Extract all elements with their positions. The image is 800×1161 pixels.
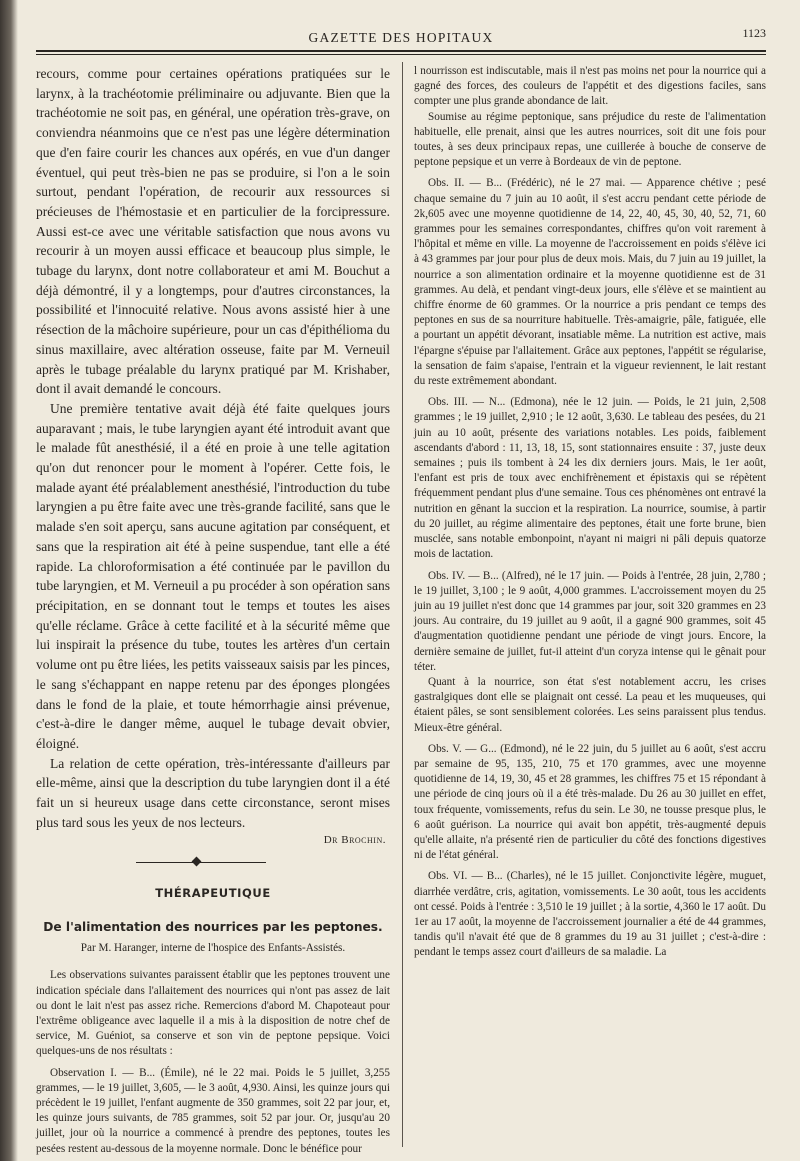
author-signature: Dr Brochin. [323, 834, 386, 847]
running-title: GAZETTE DES HOPITAUX [308, 30, 494, 45]
peptone-article-start [36, 968, 390, 1156]
page-number: 1123 [742, 26, 766, 40]
running-head [36, 22, 766, 52]
observation-paragraph: Obs. VI. — B... (Charles), né le 15 juillet. Conjonctivite légère, muguet, diarrhée verdâtre, cris, agitation, vomissements. Le 30 août, tous les accidents ont cessé. Poids à l'entrée : 3,510 le 19 juillet ; à la sortie, 4,360 le 17 août. Du 1er au 17 août, la moyenne de l'accroissement journalier a été de 44 grammes, tandis qu'il n'avait été que de 8 grammes du 19 au 31 juillet ; c'est-à-dire : pendant le temps assez court d'ailleurs de sa maladie. La [414, 870, 766, 959]
observation-paragraph: Observation I. — B... (Émile), né le 22 mai. Poids le 5 juillet, 3,255 grammes, — le 19 juillet, 3,605, — le 3 août, 4,930. Ainsi, les quinze jours qui précèdent le 19 juillet, l'enfant augmente de 350 grammes, soit 22 par jour, et, les quinze jours suivants, de 785 grammes, soit 52 par jour. Or, jusqu'au 20 juillet, jour où la nourrice a commencé à prendre des peptones, toutes les pesées restent au-dessous de la moyenne normale. Donc le bénéfice pour [36, 1066, 390, 1155]
observation-paragraph: Obs. III. — N... (Edmona), née le 12 juin. — Poids, le 21 juin, 2,508 grammes ; le 19 juillet, 2,910 ; le 12 août, 3,630. Le tableau des pesées, du 21 juin au 10 août, présente des variations notables. Les poids, faiblement ascendants d'abord : 11, 13, 18, 15, sont stationnaires ensuite : 37, juste deux semaines ; puis ils tombent à 24 les dix derniers jours. Mais, le 1er août, l'enfant est pris de toux avec enchifrènement et épistaxis qui se répètent fréquemment pendant plus d'une semaine. Tous ces phénomènes ont entravé la nutrition en gênant la succion et la respiration. La nourrice, soumise, à partir du 20 juillet, au régime alimentaire des peptones, était une forte brune, bien musclée, sans notable embonpoint, n'ayant ni maigri ni pâli depuis quatorze mois de lactation. [414, 396, 766, 561]
column-divider [402, 62, 403, 1147]
observation-paragraph: Obs. IV. — B... (Alfred), né le 17 juin. — Poids à l'entrée, 28 juin, 2,780 ; le 19 juillet, 3,100 ; le 9 août, 4,000 grammes. L'accroissement moyen du 25 juin au 19 juillet n'est donc que 14 grammes par jour, soit 320 grammes en 23 jours. Au contraire, du 19 juillet au 9 août, il a gagné 900 grammes, soit 45 d'augmentation quotidienne pendant une période de vingt jours. Encore, la dernière semaine de juillet, fut-il atteint d'un coryza intense qui le gênait pour téter. [414, 569, 766, 673]
observation-paragraph: Obs. II. — B... (Frédéric), né le 27 mai. — Apparence chétive ; pesé chaque semaine du 7 juin au 10 août, il s'est accru pendant cette période de 2k,605 avec une moyenne quotidienne de 14, 22, 40, 45, 30, 40, 52, 71, 60 grammes pour les semaines correspondantes, chiffres qu'on voit rarement à l'hôpital et même en ville. La moyenne de l'accroissement en poids s'élève ici à 43 grammes par jour pour plus de deux mois. Mais, du 7 juin au 19 juillet, la nourrice a son alimentation ordinaire et la moyenne quotidienne est de 31 grammes. Au delà, et pendant vingt-deux jours, elle s'élève et se maintient au chiffre énorme de 60 grammes. Or la nourrice a pris pendant ce temps des peptones en sus de sa nourriture habituelle. Très-amaigrie, pâle, fatiguée, elle a pourtant un appétit dévorant, insatiable même. La nutrition est active, mais l'épargne s'épuise par l'allaitement. Grâce aux peptones, l'appétit se régularise, la sensation de faim s'apaise, l'entrain et la vigueur reviennent, le lait restant du reste extrêmement abondant. [414, 177, 766, 388]
observation-paragraph: Obs. V. — G... (Edmond), né le 22 juin, du 5 juillet au 6 août, s'est accru par semaine de 95, 135, 210, 75 et 170 grammes, avec une moyenne quotidienne de 14, 19, 30, 45 et 28 grammes, les chiffres 75 et 15 répondant à une période de cinq jours où il a été très-malade. Du 26 au 30 juillet en effet, toux fréquente, vomissements, refus du sein. Le 30, ne tousse presque plus, le 6 août guérison. La nourrice qui avait bon appétit, très-augmenté depuis qu'elle allaite, n'a présenté rien de particulier du côté des fonctions digestives ni de l'état général. [414, 742, 766, 862]
left-column [36, 64, 390, 1157]
right-column [414, 64, 766, 961]
section-title: THÉRAPEUTIQUE [155, 886, 271, 901]
paragraph: Les observations suivantes paraissent établir que les peptones trouvent une indication spéciale dans l'allaitement des nourrices qui n'ont pas assez de lait ou dont le lait n'est pas assez riche. Remercions d'abord M. Chapoteaut pour l'extrême obligeance avec laquelle il a mis à la disposition de notre chef de service, M. Guéniot, sa conserve et son vin de peptone pepsique. Voici quelques-uns de nos résultats : [36, 969, 390, 1058]
paragraph: recours, comme pour certaines opérations pratiquées sur le larynx, à la trachéotomie préliminaire ou adjuvante. Bien que la trachéotomie ne soit pas, en général, une opération très-grave, on conviendra néanmoins que ce n'est pas une légère détermination que d'en faire courir les chances aux opérés, en vue d'un danger éventuel, qui peut très-bien ne pas se produire, si l'on a le soin surtout, pendant l'opération, de recourir aux ressources si précieuses de l'hémostasie et en particulier de la forcipressure. Aussi est-ce avec une véritable satisfaction que nous avons vu recourir à un moyen aussi efficace et beaucoup plus simple, le tubage du larynx, dont notre collaborateur et ami M. Bouchut a déjà démontré, il y a longtemps, pour d'autres circonstances, la possibilité et l'innocuité relative. Nous avons assisté hier à une résection de la mâchoire supérieure, pour un cas d'épithélioma du sinus maxillaire, avec altération osseuse, faite par M. Verneuil après le tubage préalable du larynx pratiqué par M. Krishaber, dont il avait demandé le concours. [36, 66, 390, 397]
section-separator [36, 856, 390, 870]
paragraph: Quant à la nourrice, son état s'est notablement accru, les crises gastralgiques dont elle se plaignait ont cessé. La peau et les muqueuses, qui étaient pâles, se sont sensiblement colorées. Les seins paraissent plus tendus. Mieux-être général. [414, 675, 766, 734]
paragraph: Une première tentative avait déjà été faite quelques jours auparavant ; mais, le tube laryngien ayant été introduit avant que le malade fût anesthésié, il a été en proie à une telle agitation qu'on dut renoncer pour le moment à l'opérer. Cette fois, le malade ayant été préalablement anesthésié, l'introduction du tube laryngien a pu être faite avec une très-grande facilité, sans que le malade s'en soit aperçu, sans aucune agitation par conséquent, et sans que la respiration ait été à peine suspendue, tant elle a été rapide. La chloroformisation a été continuée par le pavillon du tube laryngien, et M. Verneuil a pu procéder à son opération sans précipitation, en se donnant tout le temps et toutes les aises qu'elle réclame. Grâce à cette facilité et à la sécurité même que lui inspirait la présence du tube, toutes les artères d'un certain volume ont pu être liées, les petits vaisseaux saisis par les pinces, le sang s'échappant en nappe retenu par des éponges plongées dans le fond de la plaie, et toute hémorrhagie ainsi prévenue, c'est-à-dire le danger même, auquel le tubage devait obvier, éloigné. [36, 400, 390, 751]
header-rule [36, 50, 766, 55]
article-byline: Par M. Haranger, interne de l'hospice des Enfants-Assistés. [80, 942, 346, 955]
page-binding-shadow [0, 0, 18, 1161]
paragraph: Soumise au régime peptonique, sans préjudice du reste de l'alimentation habituelle, elle prenait, ainsi que les autres nourrices, soit dit une fois pour toutes, à ses deux principaux repas, une cuillerée à bouche de conserve de peptone pepsique et un verre à Bordeaux de vin de peptone. [414, 110, 766, 169]
surgery-article [36, 64, 390, 832]
article-title: De l'alimentation des nourrices par les peptones. [43, 920, 383, 935]
paragraph: l nourrisson est indiscutable, mais il n'est pas moins net pour la nourrice qui a gagné des forces, des couleurs de l'appétit et des digestions faciles, sans compter une plus grande abondance de lait. [414, 65, 766, 108]
paragraph: La relation de cette opération, très-intéressante d'ailleurs par elle-même, ainsi que la description du tube laryngien dont il a été fait un si heureux usage dans cette circonstance, seront mises plus tard sous les yeux de nos lecteurs. [36, 755, 390, 830]
